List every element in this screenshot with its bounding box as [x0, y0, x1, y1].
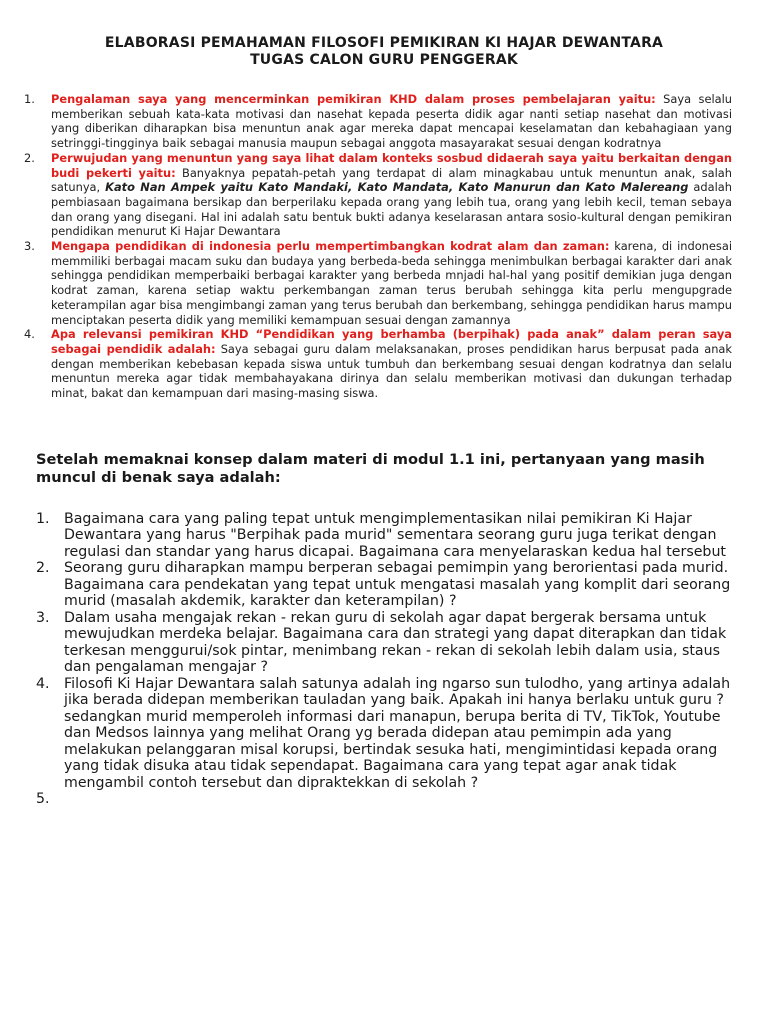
- reflection-question: Perwujudan yang menuntun yang saya lihat dalam konteks sosbud didaerah saya yaitu berkaitan dengan budi pekerti yaitu:: [51, 150, 732, 180]
- reflection-question: Pengalaman saya yang mencerminkan pemikiran KHD dalam proses pembelajaran yaitu:: [51, 92, 656, 106]
- item-number: 4.: [36, 675, 50, 692]
- reflection-item: [24, 150, 733, 239]
- question-item: [36, 676, 732, 792]
- question-item: [36, 560, 732, 610]
- reflection-question: Mengapa pendidikan di indonesia perlu mempertimbangkan kodrat alam dan zaman:: [51, 239, 610, 254]
- reflection-question: Apa relevansi pemikiran KHD “Pendidikan yang berhamba (berpihak) pada anak” dalam peran saya sebagai pendidik adalah:: [51, 327, 732, 356]
- question-item: [36, 791, 732, 808]
- reflection-answer: Banyaknya pepatah-petah yang terdapat di alam minagkabau untuk menuntun anak, salah satunya,: [51, 165, 733, 195]
- reflection-item: [24, 327, 732, 401]
- questions-list: [36, 511, 732, 808]
- item-number: 2.: [36, 560, 50, 577]
- item-number: 3.: [24, 239, 35, 254]
- question-item: [36, 610, 732, 676]
- reflection-answer: Saya sebagai guru dalam melaksanakan, proses pendidikan harus berpusat pada anak dengan memberikan kebebasan kepada siswa untuk tumbuh dan berkembang sesuai dengan kodratnya dan selalu menuntun mereka agar tidak membahayakana dirinya dan selalu memberikan motivasi dan dukungan terhadap minat, bakat dan kemampuan dari masing-masing siswa.: [51, 341, 732, 401]
- document-subtitle: TUGAS CALON GURU PENGGERAK: [250, 52, 518, 68]
- reflection-answer-emphasis: Kato Nan Ampek yaitu Kato Mandaki, Kato Mandata, Kato Manurun dan Kato Malereang: [105, 180, 689, 195]
- question-text: Seorang guru diharapkan mampu berperan sebagai pemimpin yang berorientasi pada murid. Bagaimana cara pendekatan yang tepat untuk mengatasi masalah yang komplit dari seorang murid (masalah akdemik, karakter dan keterampilan) ?: [64, 560, 731, 610]
- item-number: 4.: [24, 327, 35, 342]
- question-text: Filosofi Ki Hajar Dewantara salah satunya adalah ing ngarso sun tulodho, yang artinya adalah jika berada didepan memberikan tauladan yang baik. Apakah ini hanya berlaku untuk guru ? sedangkan murid memperoleh informasi dari manapun, berupa berita di TV, TikTok, Youtube dan Medsos lainnya yang melihat Orang yg berada didepan atau pemimpin ada yang melakukan pelanggaran misal korupsi, bertindak sesuka hati, mengimintidasi kepada orang yang tidak disuka atau tidak sependapat. Bagaimana cara yang tepat agar anak tidak mengambil contoh tersebut dan dipraktekkan di sekolah ?: [64, 675, 731, 791]
- reflection-list: [24, 92, 733, 401]
- item-number: 1.: [36, 510, 50, 527]
- question-text: Bagaimana cara yang paling tepat untuk mengimplementasikan nilai pemikiran Ki Hajar Dewantara yang harus "Berpihak pada murid" sementara seorang guru juga terikat dengan regulasi dan standar yang harus dicapai. Bagaimana cara menyelaraskan kedua hal tersebut: [64, 510, 726, 560]
- reflection-answer: Saya selalu memberikan sebuah kata-kata motivasi dan nasehat kepada peserta didik agar nanti setiap nasehat dan motivasi yang diberikan diharapkan bisa menuntun anak agar mereka dapat mencapai keselamatan dan kebahagiaan yang setringgi-tingginya baik sebagai manusia maupun sebagai anggota masayarakat sesuai dengan kodratnya: [51, 92, 732, 151]
- question-item: [36, 511, 732, 561]
- question-text: Dalam usaha mengajak rekan - rekan guru di sekolah agar dapat bergerak bersama untuk mewujudkan merdeka belajar. Bagaimana cara dan strategi yang dapat diterapkan dan tidak terkesan menggurui/sok pintar, menimbang rekan - rekan di sekolah lebih dalam usia, staus dan pengalaman mengajar ?: [64, 609, 727, 676]
- item-number: 2.: [24, 150, 35, 165]
- document-title: ELABORASI PEMAHAMAN FILOSOFI PEMIKIRAN KI HAJAR DEWANTARA: [104, 35, 664, 51]
- item-number: 1.: [24, 92, 35, 106]
- questions-heading: Setelah memaknai konsep dalam materi di modul 1.1 ini, pertanyaan yang masih muncul di benak saya adalah:: [36, 450, 705, 486]
- reflection-answer: karena, di indonesai memmiliki berbagai macam suku dan budaya yang berbeda-beda sehingga menimbulkan berbagai karakter dari anak sehingga pendidikan memperbaiki berbagai karakter yang berbeda mnjadi hal-hal yang positif demikian juga dengan kodrat zaman, karena setiap waktu perkembangan zaman terus berubah sehingga kita perlu mengupgrade keterampilan agar bisa mengimbangi zaman yang terus berubah dan berkembang, sehingga pendidikan harus mampu menciptakan peserta didik yang memiliki kemampuan sesuai dengan zamannya: [51, 239, 732, 327]
- reflection-item: [24, 239, 732, 327]
- reflection-item: [24, 92, 732, 151]
- reflection-answer-rest: adalah pembiasaan bagaimana bersikap dan berperilaku kepada orang yang lebih tua, orang yang lebih kecil, teman sebaya dan orang yang disegani. Hal ini adalah satu bentuk bukti adanya keselarasan antara sosio-kultural dengan pemikiran pendidikan menurut Ki Hajar Dewantara: [51, 180, 732, 239]
- item-number: 3.: [36, 609, 50, 626]
- item-number: 5.: [36, 791, 50, 808]
